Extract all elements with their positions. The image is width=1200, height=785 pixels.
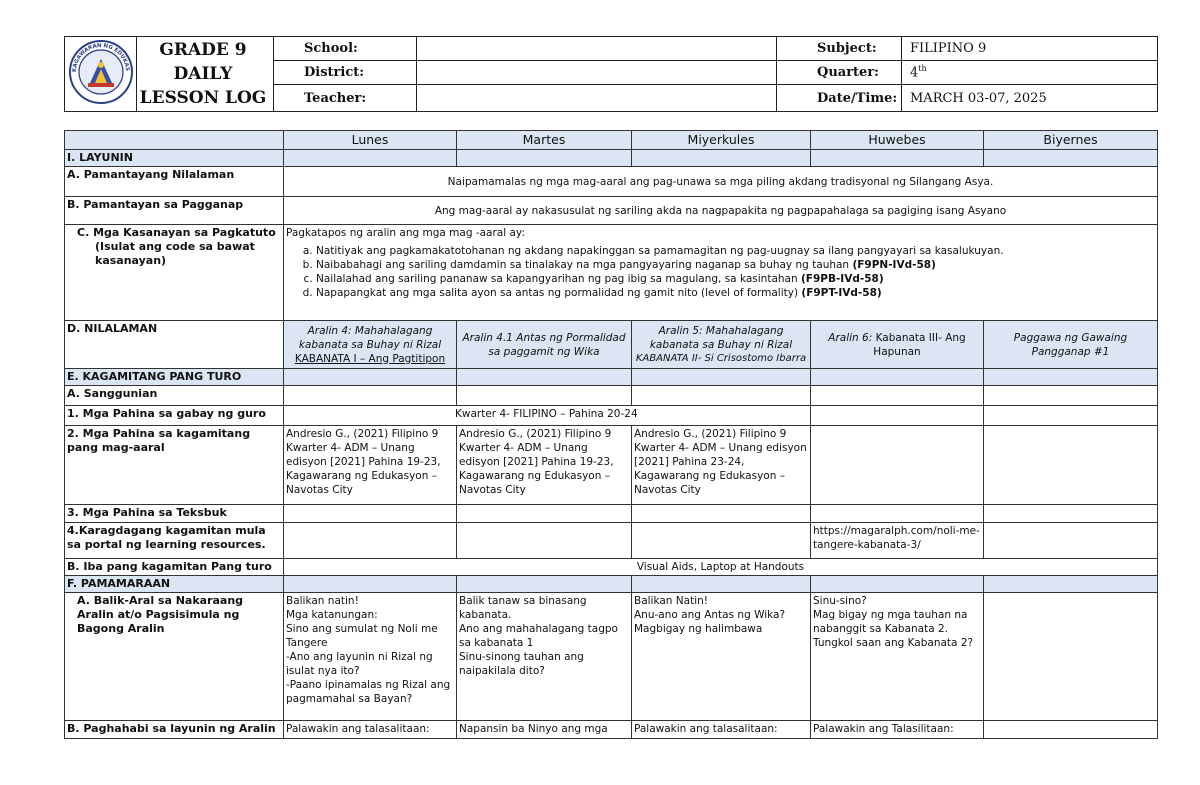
learning-resources-row — [65, 523, 1158, 559]
balik-aral-miyerkules-line: Magbigay ng halimbawa — [634, 623, 763, 635]
pamamaraan-cell — [984, 576, 1158, 593]
nilalaman-lunes-title: Aralin 4: Mahahalagang kabanata sa Buhay ni Rizal — [298, 324, 442, 351]
quarter-value[interactable] — [902, 61, 1158, 85]
gabay-guro-cell[interactable] — [984, 406, 1158, 426]
paghahabi-miyerkules[interactable]: Palawakin ang talasalitaan: — [632, 721, 811, 739]
sanggunian-row — [65, 386, 1158, 406]
nilalaman-row — [65, 321, 1158, 369]
objective-item — [316, 272, 1155, 286]
learning-resources-link[interactable]: https://magaralph.com/noli-me-tangere-kabanata-3/ — [811, 523, 984, 559]
nilalaman-miyerkules-title: Aralin 5: Mahahalagang kabanata sa Buhay ni Rizal — [649, 324, 793, 351]
kagamitang-mag-aaral-martes[interactable]: Andresio G., (2021) Filipino 9 Kwarter 4- ADM – Unang edisyon [2021] Pahina 19-23, Kagawarang ng Edukasyon – Navotas City — [457, 426, 632, 505]
corner-cell — [65, 131, 284, 150]
kasanayan-value[interactable] — [284, 225, 1158, 321]
balik-aral-lunes-line: -Ano ang layunin ni Rizal ng isulat nya ito? — [286, 651, 433, 677]
sanggunian-label: A. Sanggunian — [65, 386, 284, 406]
kagamitan-cell — [284, 369, 457, 386]
kasanayan-label-line2: (Isulat ang code sa bawat — [95, 240, 255, 253]
kasanayan-label-line3: kasanayan) — [95, 254, 167, 267]
subject-label: Subject: — [777, 37, 902, 61]
quarter-number: 4 — [910, 65, 919, 81]
kasanayan-intro: Pagkatapos ng aralin ang mga mag -aaral ay: — [286, 227, 525, 239]
quarter-label: Quarter: — [777, 61, 902, 85]
kasanayan-row — [65, 225, 1158, 321]
balik-aral-martes[interactable] — [457, 593, 632, 721]
paghahabi-label: B. Paghahabi sa layunin ng Aralin — [65, 721, 284, 739]
balik-aral-lunes-line: Sino ang sumulat ng Noli me Tangere — [286, 623, 438, 649]
kagamitang-mag-aaral-miyerkules[interactable]: Andresio G., (2021) Filipino 9 Kwarter 4- ADM – Unang edisyon [2021] Pahina 23-24, Kagawarang ng Edukasyon – Navotas City — [632, 426, 811, 505]
teksbuk-cell[interactable] — [984, 505, 1158, 523]
kagamitang-mag-aaral-huwebes[interactable] — [811, 426, 984, 505]
paghahabi-huwebes[interactable]: Palawakin ang Talasilitaan: — [811, 721, 984, 739]
objective-code: (F9PN-IVd-58) — [852, 259, 936, 271]
gabay-guro-row — [65, 406, 1158, 426]
layunin-cell — [811, 150, 984, 167]
pamantayan-pagganap-value[interactable]: Ang mag-aaral ay nakasusulat ng sariling akda na nagpapakita ng pagpapahalaga sa pagiging isang Asyano — [284, 197, 1158, 225]
pamantayang-nilalaman-row — [65, 167, 1158, 197]
balik-aral-miyerkules-line: Balikan Natin! — [634, 595, 708, 607]
balik-aral-miyerkules[interactable] — [632, 593, 811, 721]
pamamaraan-section-row — [65, 576, 1158, 593]
kagamitan-cell — [457, 369, 632, 386]
paghahabi-row — [65, 721, 1158, 739]
learning-resources-cell[interactable] — [457, 523, 632, 559]
pamantayang-nilalaman-label: A. Pamantayang Nilalaman — [65, 167, 284, 197]
gabay-guro-cell[interactable] — [811, 406, 984, 426]
kagamitang-mag-aaral-lunes[interactable]: Andresio G., (2021) Filipino 9 Kwarter 4- ADM – Unang edisyon [2021] Pahina 19-23, Kagawarang ng Edukasyon – Navotas City — [284, 426, 457, 505]
district-label: District: — [274, 61, 417, 85]
learning-resources-cell[interactable] — [632, 523, 811, 559]
teksbuk-label: 3. Mga Pahina sa Teksbuk — [65, 505, 284, 523]
kagamitang-mag-aaral-label: 2. Mga Pahina sa kagamitang pang mag-aaral — [65, 426, 284, 505]
objective-item — [316, 258, 1155, 272]
teksbuk-cell[interactable] — [284, 505, 457, 523]
teacher-value[interactable] — [417, 85, 777, 112]
balik-aral-huwebes-line: Tungkol saan ang Kabanata 2? — [813, 637, 974, 649]
datetime-label: Date/Time: — [777, 85, 902, 112]
gabay-guro-label: 1. Mga Pahina sa gabay ng guro — [65, 406, 284, 426]
school-label: School: — [274, 37, 417, 61]
balik-aral-miyerkules-line: Anu-ano ang Antas ng Wika? — [634, 609, 786, 621]
objective-item — [316, 244, 1155, 258]
balik-aral-label: A. Balik-Aral sa Nakaraang Aralin at/o Pagsisimula ng Bagong Aralin — [65, 593, 284, 721]
nilalaman-huwebes-kabanata: Kabanata III- Ang Hapunan — [873, 331, 966, 358]
objective-code: (F9PT-IVd-58) — [801, 287, 882, 299]
nilalaman-lunes-kabanata: KABANATA I – Ang Pagtitipon — [294, 352, 446, 365]
balik-aral-martes-line: Sinu-sinong tauhan ang naipakilala dito? — [459, 651, 584, 677]
nilalaman-huwebes[interactable] — [811, 321, 984, 369]
objective-text: Nailalahad ang sariling pananaw sa kapangyarihan ng pag ibig sa magulang, sa kasintahan — [316, 273, 801, 285]
grade-title-line1: GRADE 9 — [159, 40, 247, 60]
sanggunian-cell[interactable] — [284, 386, 457, 406]
layunin-cell — [632, 150, 811, 167]
layunin-cell — [457, 150, 632, 167]
datetime-value[interactable]: MARCH 03-07, 2025 — [902, 85, 1158, 112]
pamamaraan-cell — [811, 576, 984, 593]
lesson-log-table — [64, 130, 1158, 739]
svg-text:KAGAWARAN NG EDUKASYON · REPUB: KAGAWARAN NG EDUKAS — [71, 42, 130, 73]
nilalaman-martes[interactable]: Aralin 4.1 Antas ng Pormalidad sa paggamit ng Wika — [457, 321, 632, 369]
quarter-suffix: th — [918, 64, 927, 74]
balik-aral-lunes[interactable] — [284, 593, 457, 721]
teacher-label: Teacher: — [274, 85, 417, 112]
objective-text: Natitiyak ang pagkamakatotohanan ng akdang napakinggan sa pamamagitan ng pag-uugnay sa ilang pangyayari sa kasalukuyan. — [316, 245, 1004, 257]
pamantayan-pagganap-row — [65, 197, 1158, 225]
sanggunian-cell[interactable] — [632, 386, 811, 406]
balik-aral-lunes-line: Mga katanungan: — [286, 609, 378, 621]
nilalaman-label: D. NILALAMAN — [65, 321, 284, 369]
balik-aral-huwebes[interactable] — [811, 593, 984, 721]
nilalaman-huwebes-title: Aralin 6: — [828, 331, 876, 344]
kagamitang-mag-aaral-biyernes[interactable] — [984, 426, 1158, 505]
kasanayan-label — [65, 225, 284, 321]
balik-aral-huwebes-line: Mag bigay ng mga tauhan na nabanggit sa Kabanata 2. — [813, 609, 968, 635]
kagamitan-cell — [984, 369, 1158, 386]
layunin-cell — [284, 150, 457, 167]
deped-seal-icon — [68, 39, 134, 105]
subject-value[interactable]: FILIPINO 9 — [902, 37, 1158, 61]
district-value[interactable] — [417, 61, 777, 85]
grade-title-line3: LESSON LOG — [139, 88, 267, 108]
paghahabi-biyernes[interactable] — [984, 721, 1158, 739]
pamantayang-nilalaman-value[interactable]: Naipamamalas ng mga mag-aaral ang pag-unawa sa mga piling akdang tradisyonal ng Silangang Asya. — [284, 167, 1158, 197]
sanggunian-cell[interactable] — [984, 386, 1158, 406]
layunin-section-label: I. LAYUNIN — [65, 150, 284, 167]
day-martes: Martes — [457, 131, 632, 150]
balik-aral-lunes-line: Balikan natin! — [286, 595, 359, 607]
iba-pang-kagamitan-row — [65, 559, 1158, 576]
learning-resources-label: 4.Karagdagang kagamitan mula sa portal ng learning resources. — [65, 523, 284, 559]
objective-text: Naibabahagi ang sariling damdamin sa tinalakay na mga pangyayaring naganap sa buhay ng tauhan — [316, 259, 853, 271]
objectives-list — [286, 244, 1155, 300]
nilalaman-biyernes[interactable]: Paggawa ng Gawaing Pangganap #1 — [984, 321, 1158, 369]
kasanayan-label-line1: C. Mga Kasanayan sa Pagkatuto — [77, 226, 276, 239]
layunin-cell — [984, 150, 1158, 167]
balik-aral-row — [65, 593, 1158, 721]
sanggunian-cell[interactable] — [811, 386, 984, 406]
iba-pang-kagamitan-label: B. Iba pang kagamitan Pang turo — [65, 559, 284, 576]
nilalaman-miyerkules-kabanata: KABANATA II- Si Crisostomo Ibarra — [635, 352, 807, 364]
kagamitang-mag-aaral-row — [65, 426, 1158, 505]
grade-title — [137, 37, 274, 112]
balik-aral-martes-line: Ano ang mahahalagang tagpo sa kabanata 1 — [459, 623, 618, 649]
day-miyerkules: Miyerkules — [632, 131, 811, 150]
learning-resources-cell[interactable] — [984, 523, 1158, 559]
teksbuk-row — [65, 505, 1158, 523]
nilalaman-lunes[interactable] — [284, 321, 457, 369]
objective-text: Napapangkat ang mga salita ayon sa antas ng pormalidad ng gamit nito (level of formality) — [316, 287, 802, 299]
school-value[interactable] — [417, 37, 777, 61]
balik-aral-huwebes-line: Sinu-sino? — [813, 595, 867, 607]
learning-resources-cell[interactable] — [284, 523, 457, 559]
pamamaraan-cell — [457, 576, 632, 593]
kagamitan-section-row — [65, 369, 1158, 386]
day-biyernes: Biyernes — [984, 131, 1158, 150]
balik-aral-martes-line: Balik tanaw sa binasang kabanata. — [459, 595, 587, 621]
kagamitan-cell — [811, 369, 984, 386]
day-header-row — [65, 131, 1158, 150]
iba-pang-kagamitan-value[interactable]: Visual Aids, Laptop at Handouts — [284, 559, 1158, 576]
layunin-section-row — [65, 150, 1158, 167]
teksbuk-cell[interactable] — [457, 505, 632, 523]
balik-aral-biyernes[interactable] — [984, 593, 1158, 721]
balik-aral-lunes-line: -Paano ipinamalas ng Rizal ang pagmamahal sa Bayan? — [286, 679, 451, 705]
pamamaraan-section-label: F. PAMAMARAAN — [65, 576, 284, 593]
pamantayan-pagganap-label: B. Pamantayan sa Pagganap — [65, 197, 284, 225]
teksbuk-cell[interactable] — [811, 505, 984, 523]
gabay-guro-value[interactable] — [284, 406, 811, 426]
gabay-guro-text: Kwarter 4- FILIPINO – Pahina 20-24 — [455, 408, 638, 420]
deped-logo — [65, 37, 137, 112]
pamamaraan-cell — [632, 576, 811, 593]
kagamitan-cell — [632, 369, 811, 386]
day-lunes: Lunes — [284, 131, 457, 150]
kagamitan-section-label: E. KAGAMITANG PANG TURO — [65, 369, 284, 386]
paghahabi-lunes[interactable]: Palawakin ang talasalitaan: — [284, 721, 457, 739]
paghahabi-martes[interactable]: Napansin ba Ninyo ang mga — [457, 721, 632, 739]
objective-item — [316, 286, 1155, 300]
sanggunian-cell[interactable] — [457, 386, 632, 406]
header-table — [64, 36, 1158, 112]
objective-code: (F9PB-IVd-58) — [800, 273, 884, 285]
pamamaraan-cell — [284, 576, 457, 593]
nilalaman-miyerkules[interactable] — [632, 321, 811, 369]
teksbuk-cell[interactable] — [632, 505, 811, 523]
grade-title-line2: DAILY — [173, 64, 233, 84]
day-huwebes: Huwebes — [811, 131, 984, 150]
